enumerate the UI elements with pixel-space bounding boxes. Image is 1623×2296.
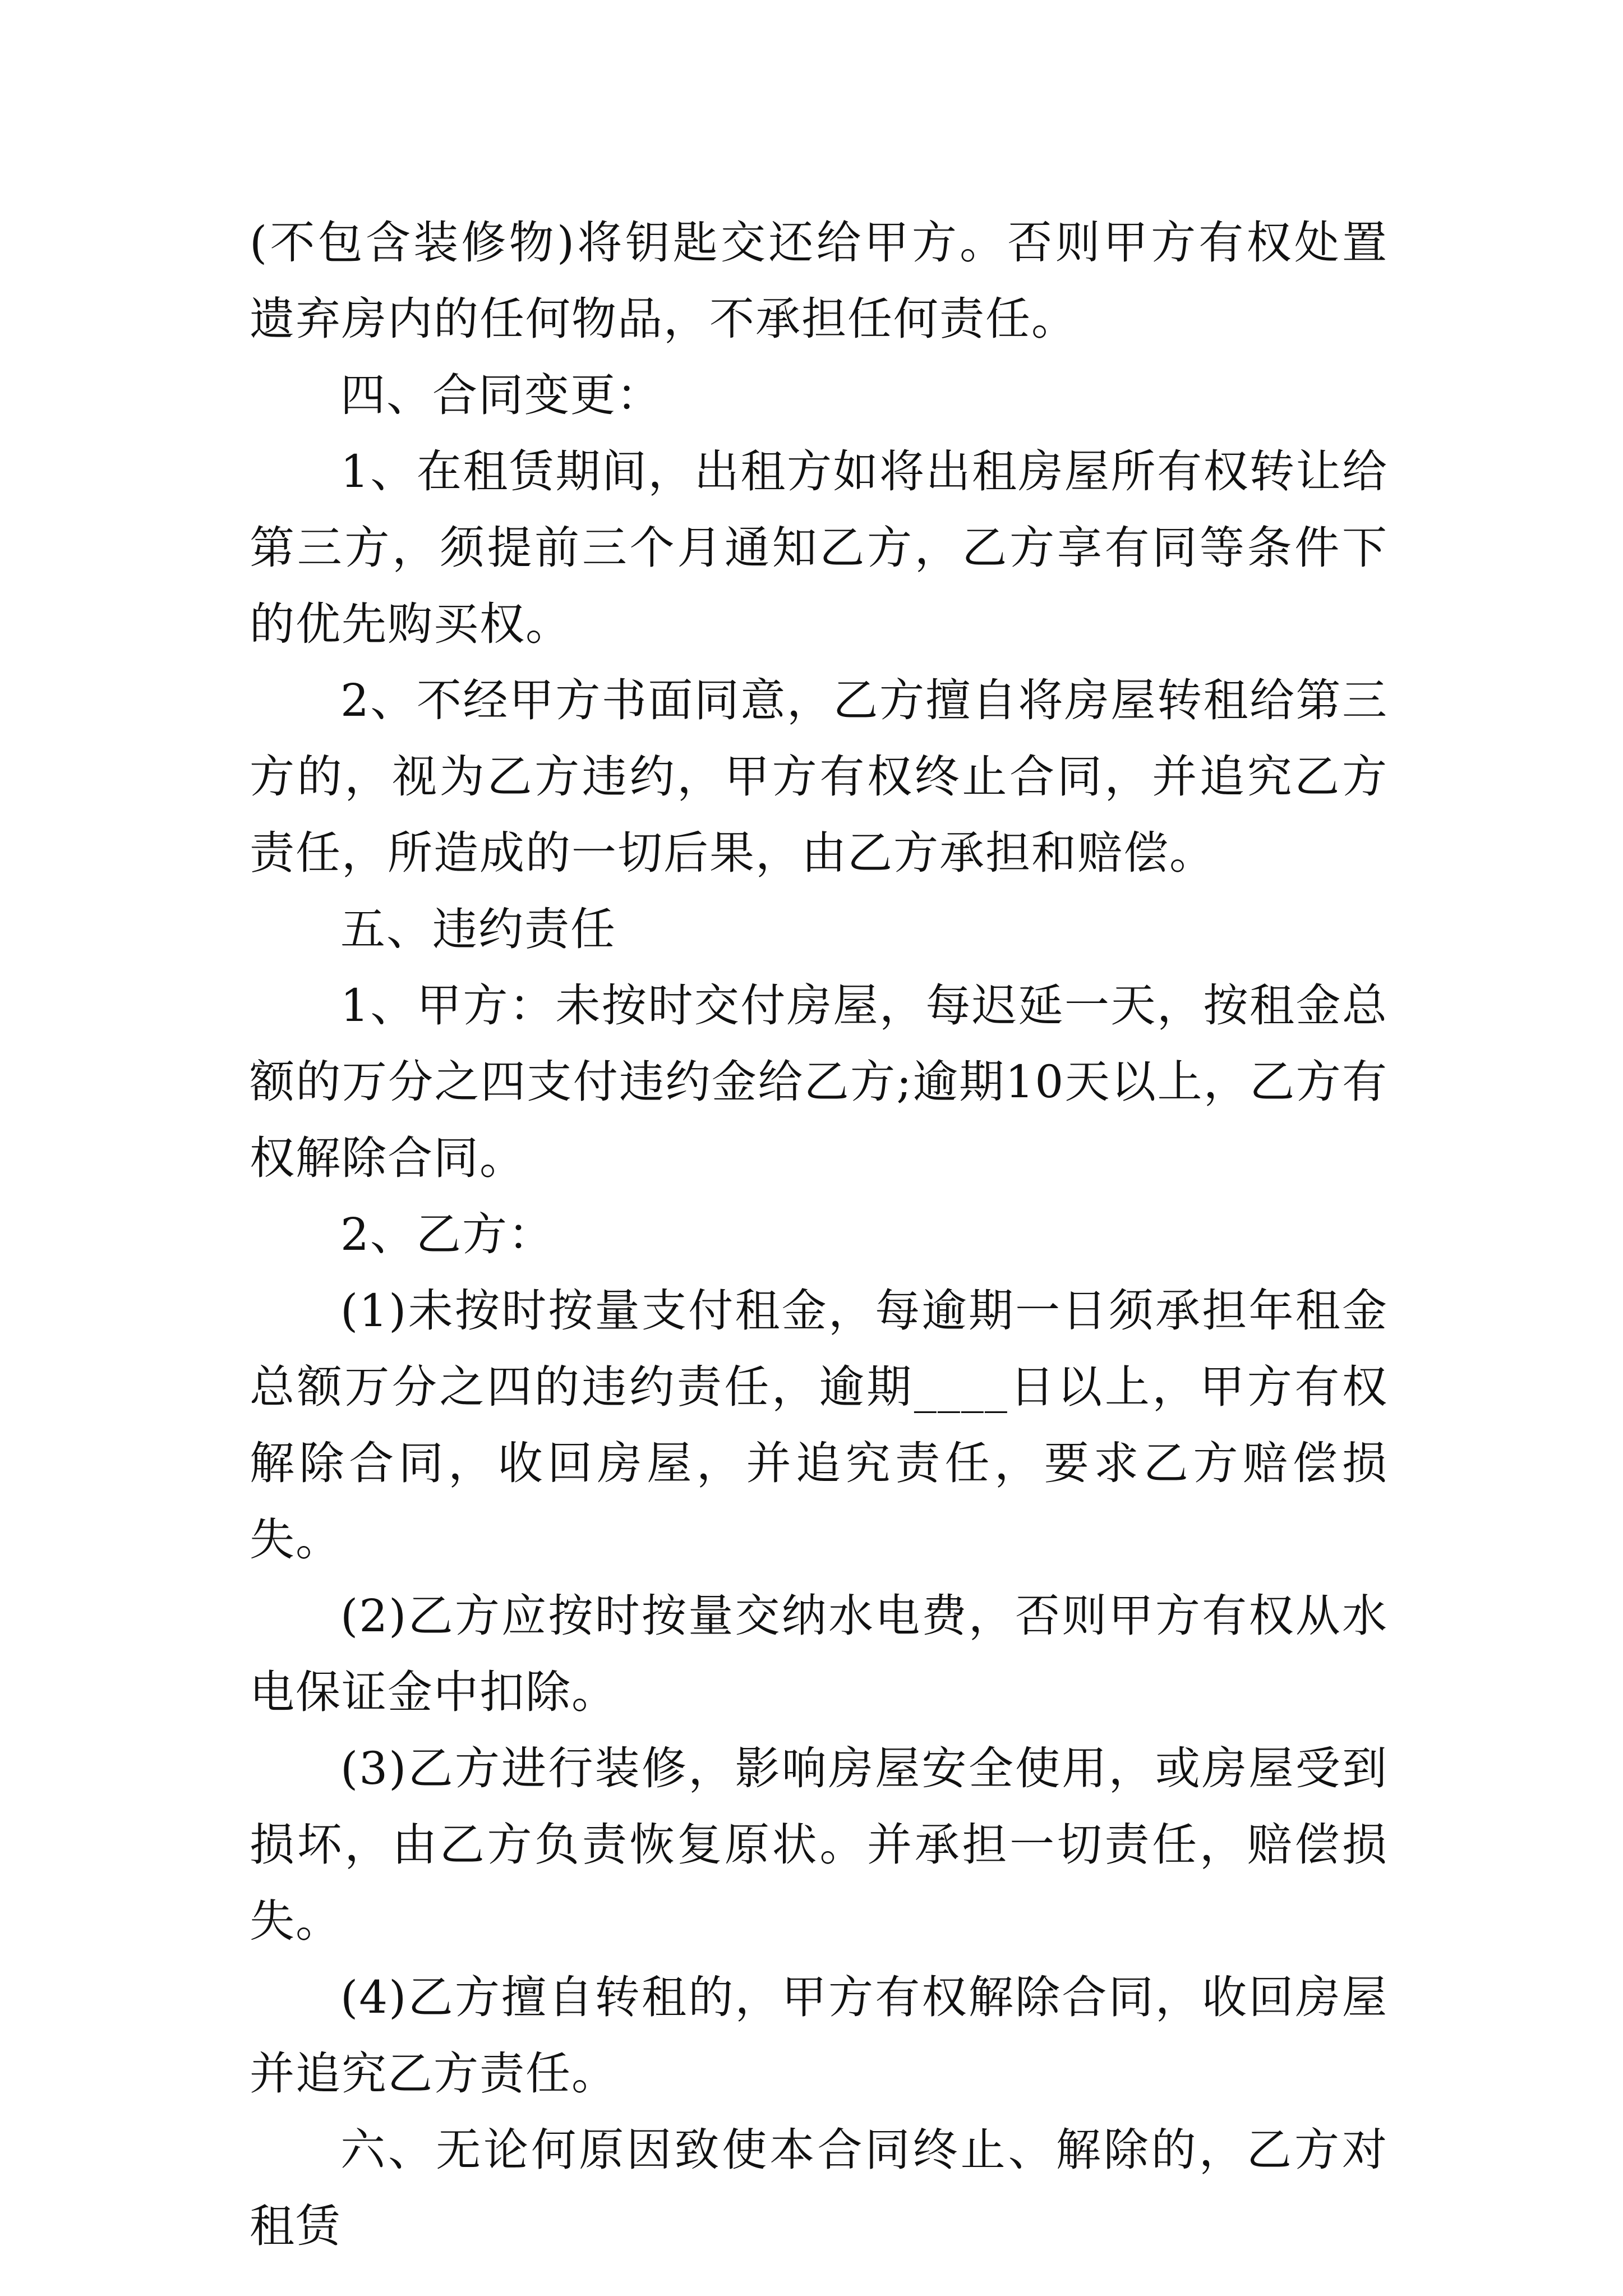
- clause-5-2-item-4: (4)乙方擅自转租的，甲方有权解除合同，收回房屋并追究乙方责任。: [250, 1971, 1388, 2100]
- paragraph-continuation: (不包含装修物)将钥匙交还给甲方。否则甲方有权处置遗弃房内的任何物品，不承担任何责任。: [250, 217, 1388, 345]
- clause-5-1: 1、甲方：未按时交付房屋，每迟延一天，按租金总额的万分之四支付违约金给乙方;逾期10天以上，乙方有权解除合同。: [250, 979, 1388, 1184]
- clause-5-2-item-3: (3)乙方进行装修，影响房屋安全使用，或房屋受到损坏，由乙方负责恢复原状。并承担一切责任，赔偿损失。: [250, 1742, 1388, 1947]
- section-heading-breach-liability: 五、违约责任: [340, 903, 616, 955]
- clause-5-2-item-1: (1)未按时按量支付租金，每逾期一日须承担年租金总额万分之四的违约责任，逾期____日以上，甲方有权解除合同，收回房屋，并追究责任，要求乙方赔偿损失。: [250, 1285, 1388, 1566]
- clause-5-2-item-2: (2)乙方应按时按量交纳水电费，否则甲方有权从水电保证金中扣除。: [250, 1590, 1388, 1718]
- clause-4-1: 1、在租赁期间，出租方如将出租房屋所有权转让给第三方，须提前三个月通知乙方，乙方享有同等条件下的优先购买权。: [250, 445, 1388, 650]
- document-body: [250, 205, 1388, 2265]
- clause-4-2: 2、不经甲方书面同意，乙方擅自将房屋转租给第三方的，视为乙方违约，甲方有权终止合同，并追究乙方责任，所造成的一切后果，由乙方承担和赔偿。: [250, 674, 1388, 879]
- section-heading-termination: 六、无论何原因致使本合同终止、解除的，乙方对租赁: [250, 2124, 1388, 2252]
- clause-5-2: 2、乙方：: [340, 1208, 554, 1260]
- section-heading-contract-change: 四、合同变更：: [340, 369, 662, 421]
